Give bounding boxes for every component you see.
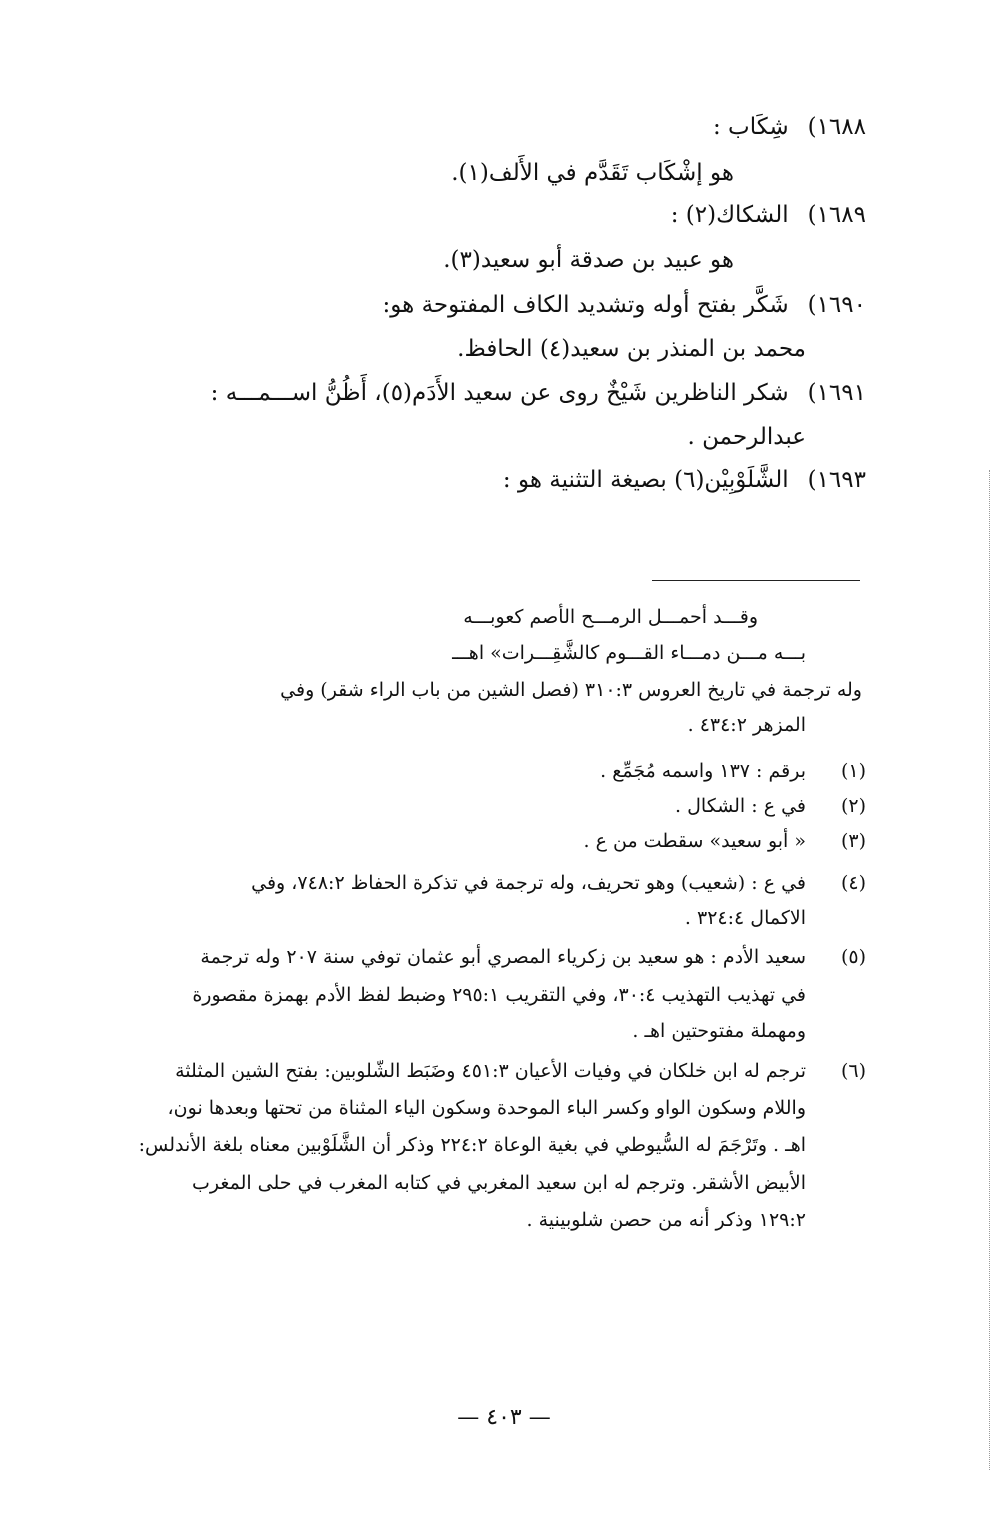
- entry-number: ١٦٨٩): [807, 202, 866, 228]
- entry-head: الشكاك(٢) :: [670, 202, 789, 228]
- footnote-mark: (٥): [840, 946, 866, 968]
- footnote-text: ١٢٩:٢ وذكر أنه من حصن شلوبينية .: [526, 1209, 806, 1231]
- entry-line: محمد بن المنذر بن سعيد(٤) الحافظ.: [457, 336, 806, 362]
- footnote-text: في تهذيب التهذيب ٣٠:٤، وفي التقريب ٢٩٥:١ وضبط لفظ الأدم بهمزة مقصورة: [192, 984, 806, 1006]
- entry-number: ١٦٩٠): [807, 292, 866, 318]
- entry-1693: [503, 465, 866, 495]
- footnote-separator: [652, 580, 860, 581]
- page-number: — ٤٠٣ —: [457, 1405, 551, 1430]
- entry-head: شَكَّر بفتح أوله وتشديد الكاف المفتوحة هو:: [382, 292, 789, 318]
- footnote-text: برقم : ١٣٧ واسمه مُجَمِّع .: [600, 760, 806, 782]
- footnote-mark: (٤): [840, 872, 866, 894]
- footnote-text: الأبيض الأشقر. وترجم له ابن سعيد المغربي في كتابه المغرب في حلى المغرب: [192, 1172, 806, 1194]
- entry-1689: [671, 200, 866, 230]
- footnote-text: واللام وسكون الواو وكسر الباء الموحدة وسكون الياء المثناة من تحتها وبعدها نون،: [167, 1097, 806, 1119]
- footnote-text: في ع : (شعيب) وهو تحريف، وله ترجمة في تذكرة الحفاظ ٧٤٨:٢، وفي: [251, 872, 806, 894]
- poem-line: بـــه مـــن دمـــاء القـــوم كالشَّقِـــرات» اهـــ: [452, 642, 806, 664]
- footnote-text: « أبو سعيد» سقطت من ع .: [583, 830, 806, 852]
- footnote-text: اهـ . وتَرْجَمَ له السُّيوطي في بغية الوعاة ٢٢٤:٢ وذكر أن الشَّلَوْبين معناه بلغة الأندلس:: [138, 1134, 806, 1156]
- footnote-text: ومهملة مفتوحتين اهـ .: [632, 1020, 806, 1042]
- poem-line: وقـــد أحمـــل الرمـــح الأصم كعوبـــه: [463, 606, 758, 628]
- scan-edge: [989, 470, 990, 1470]
- footnote-mark: (٣): [840, 830, 866, 852]
- footnote-text: سعيد الأدم : هو سعيد بن زكرياء المصري أبو عثمان توفي سنة ٢٠٧ وله ترجمة: [200, 946, 806, 968]
- footnote-text: في ع : الشكال .: [675, 795, 806, 817]
- entry-1688: [713, 112, 866, 142]
- footnote-mark: (١): [840, 760, 866, 782]
- entry-number: ١٦٨٨): [807, 114, 866, 140]
- entry-number: ١٦٩٣): [807, 467, 866, 493]
- entry-line: عبدالرحمن .: [687, 424, 806, 450]
- footnote-continuation: وله ترجمة في تاريخ العروس ٣١٠:٣ (فصل الشين من باب الراء شقر) وفي: [280, 679, 862, 701]
- entry-head: شِكَاب :: [712, 114, 789, 140]
- entry-1691: [211, 378, 866, 408]
- entry-head: شكر الناظرين شَيْخٌ روى عن سعيد الأَدَم(٥)، أَظُنُّ اســـمـــه :: [210, 380, 789, 406]
- entry-number: ١٦٩١): [807, 380, 866, 406]
- footnote-mark: (٢): [840, 795, 866, 817]
- footnote-text: ترجم له ابن خلكان في وفيات الأعيان ٤٥١:٣ وضَبَط الشّلوبين: بفتح الشين المثلثة: [175, 1060, 806, 1082]
- entry-head: الشَّلَوْبِيْن(٦) بصيغة التثنية هو :: [502, 467, 789, 493]
- footnote-mark: (٦): [840, 1060, 866, 1082]
- entry-line: هو عبيد بن صدقة أبو سعيد(٣).: [443, 247, 734, 273]
- footnote-text: الاكمال ٣٢٤:٤ .: [684, 907, 806, 929]
- entry-1690: [383, 290, 867, 320]
- footnote-continuation: المزهر ٤٣٤:٢ .: [687, 714, 806, 736]
- entry-line: هو إشْكَاب تَقَدَّم في الأَلف(١).: [451, 160, 734, 186]
